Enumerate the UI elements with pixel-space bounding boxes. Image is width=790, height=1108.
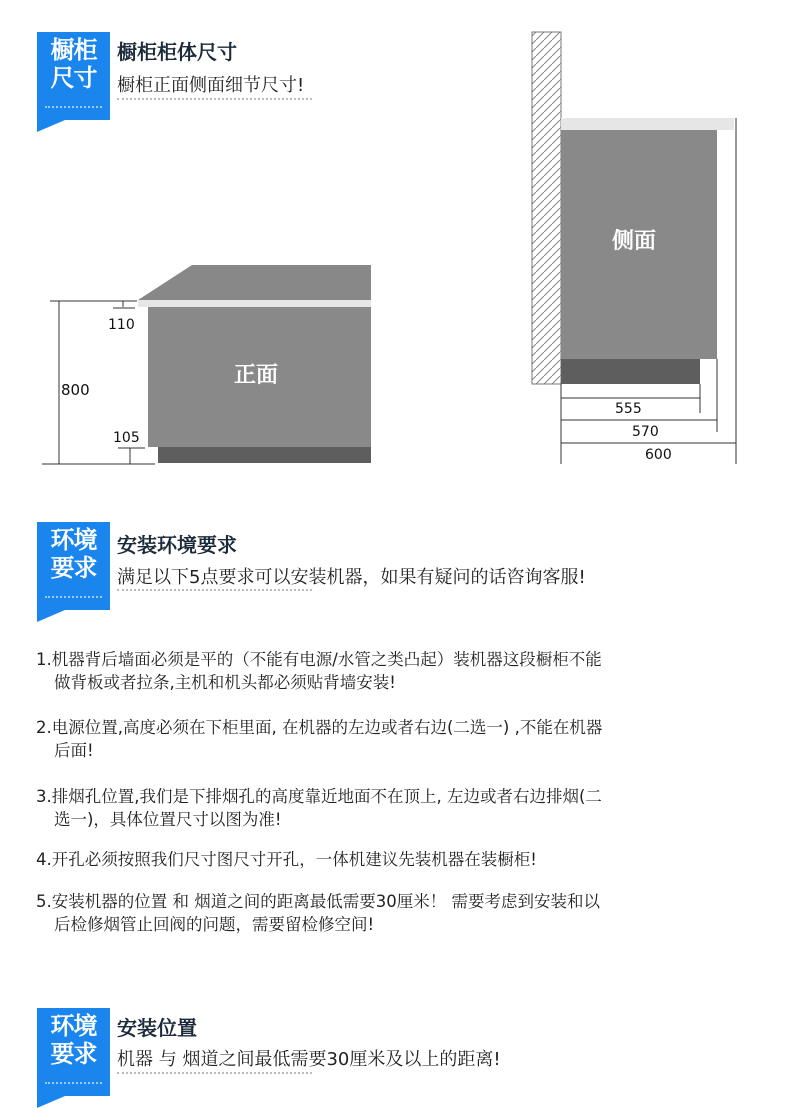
item-line: 做背板或者拉条,主机和机头都必须贴背墙安装!	[54, 673, 396, 692]
front-label: 正面	[234, 363, 279, 388]
section-subtitle: 橱柜正面侧面细节尺寸!	[117, 75, 305, 96]
item-line: 选一)，具体位置尺寸以图为准!	[54, 810, 282, 829]
badge-text: 环境	[50, 1012, 97, 1040]
item-line: 2.电源位置,高度必须在下柜里面, 在机器的左边或者右边(二选一) ,不能在机器	[36, 718, 603, 737]
front-plinth	[158, 447, 371, 463]
requirement-item	[36, 890, 736, 936]
section-subtitle: 满足以下5点要求可以安装机器，如果有疑问的话咨询客服!	[117, 567, 586, 588]
item-line: 5.安装机器的位置 和 烟道之间的距离最低需要30厘米！ 需要考虑到安装和以	[36, 892, 600, 911]
dim-height: 800	[61, 381, 90, 399]
item-line: 后面!	[54, 741, 94, 760]
section-badge	[37, 1008, 110, 1096]
dim-555: 555	[615, 401, 642, 417]
dim-600: 600	[645, 447, 672, 463]
badge-text: 尺寸	[50, 64, 97, 92]
front-countertop	[138, 265, 371, 300]
wall-hatch	[532, 32, 561, 384]
item-line: 4.开孔必须按照我们尺寸图尺寸开孔，一体机建议先装机器在装橱柜!	[36, 850, 537, 869]
requirement-item	[36, 716, 736, 762]
dim-570: 570	[632, 424, 659, 440]
front-edge-strip	[138, 300, 371, 307]
requirement-item	[36, 785, 736, 831]
side-label: 侧面	[612, 229, 657, 254]
item-line: 3.排烟孔位置,我们是下排烟孔的高度靠近地面不在顶上, 左边或者右边排烟(二	[36, 787, 602, 806]
item-line: 1.机器背后墙面必须是平的（不能有电源/水管之类凸起）装机器这段橱柜不能	[36, 650, 602, 669]
badge-text: 要求	[50, 1040, 97, 1068]
badge-text: 环境	[50, 526, 97, 554]
dim-top: 110	[108, 317, 135, 333]
divider	[117, 1072, 312, 1074]
side-plinth	[561, 359, 700, 384]
cabinet-diagram	[0, 0, 790, 480]
requirement-item	[36, 648, 736, 694]
section-badge	[37, 522, 110, 610]
section-title: 橱柜柜体尺寸	[117, 40, 237, 64]
section-title: 安装位置	[117, 1016, 197, 1040]
divider	[117, 589, 312, 591]
section-title: 安装环境要求	[117, 533, 237, 557]
section-subtitle: 机器 与 烟道之间最低需要30厘米及以上的距离!	[117, 1049, 501, 1070]
side-countertop	[561, 118, 734, 130]
dim-bottom: 105	[113, 430, 140, 446]
item-line: 后检修烟管止回阀的问题，需要留检修空间!	[54, 915, 375, 934]
badge-text: 橱柜	[50, 36, 97, 64]
badge-text: 要求	[50, 554, 97, 582]
requirement-item	[36, 848, 736, 871]
